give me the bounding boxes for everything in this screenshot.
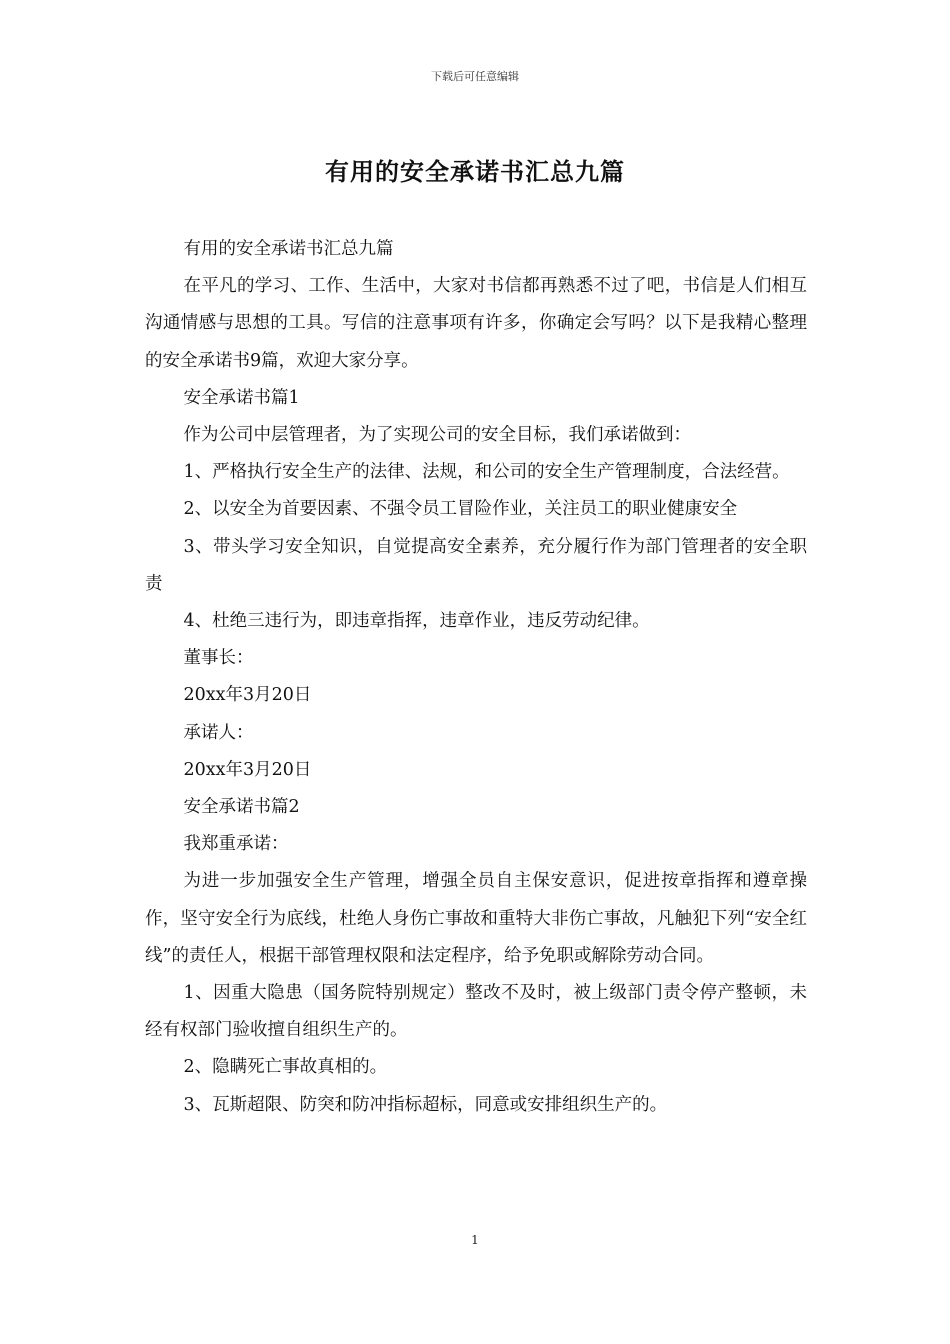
signature-label-chairman: 董事长： — [183, 648, 254, 669]
list-item: 1、严格执行安全生产的法律、法规，和公司的安全生产管理制度，合法经营。 — [183, 462, 790, 483]
document-title: 有用的安全承诺书汇总九篇 — [325, 157, 625, 186]
list-item: 4、杜绝三违行为，即违章指挥，违章作业，违反劳动纪律。 — [183, 611, 650, 632]
list-item: 2、隐瞒死亡事故真相的。 — [183, 1057, 388, 1078]
signature-label-promisor: 承诺人： — [183, 722, 254, 743]
document-body — [145, 231, 807, 1124]
section-heading-2: 安全承诺书篇2 — [183, 797, 300, 818]
paragraph: 为进一步加强安全生产管理，增强全员自主保安意识，促进按章指挥和遵章操作，坚守安全行为底线，杜绝人身伤亡事故和重特大非伤亡事故，凡触犯下列“安全红线”的责任人，根据干部管理权限和法定程序，给予免职或解除劳动合同。 — [145, 871, 807, 966]
paragraph: 我郑重承诺： — [183, 834, 289, 855]
signature-date: 20xx年3月20日 — [183, 759, 312, 780]
page-number: 1 — [471, 1233, 479, 1247]
header-note: 下载后可任意编辑 — [431, 70, 519, 83]
list-item: 3、带头学习安全知识，自觉提高安全素养，充分履行作为部门管理者的安全职责 — [145, 536, 807, 594]
list-item: 2、以安全为首要因素、不强令员工冒险作业，关注员工的职业健康安全 — [183, 499, 738, 520]
list-item: 3、瓦斯超限、防突和防冲指标超标，同意或安排组织生产的。 — [183, 1094, 668, 1115]
list-item: 1、因重大隐患（国务院特别规定）整改不及时，被上级部门责令停产整顿，未经有权部门验收擅自组织生产的。 — [145, 983, 807, 1041]
section-heading-1: 安全承诺书篇1 — [183, 387, 300, 408]
signature-date: 20xx年3月20日 — [183, 685, 312, 706]
paragraph-intro: 在平凡的学习、工作、生活中，大家对书信都再熟悉不过了吧，书信是人们相互沟通情感与思想的工具。写信的注意事项有许多，你确定会写吗？以下是我精心整理的安全承诺书9篇，欢迎大家分享。 — [145, 276, 807, 371]
paragraph-subtitle: 有用的安全承诺书汇总九篇 — [183, 239, 394, 259]
paragraph: 作为公司中层管理者，为了实现公司的安全目标，我们承诺做到： — [183, 425, 691, 446]
